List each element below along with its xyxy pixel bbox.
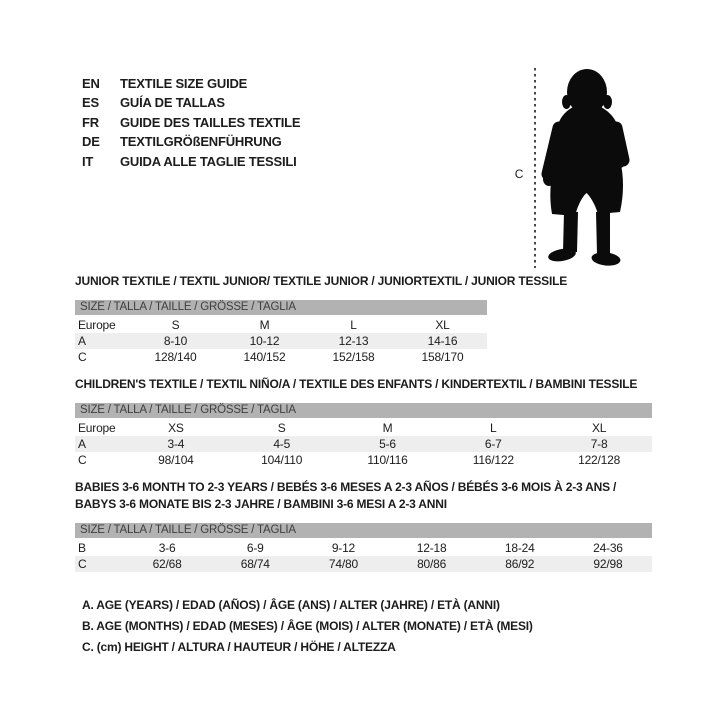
cell-value: 24-36 <box>593 541 623 555</box>
footnote-line: B. AGE (MONTHS) / EDAD (MESES) / ÂGE (MOIS) / ALTER (MONATE) / ETÀ (MESI) <box>82 619 533 633</box>
footnote-line: A. AGE (YEARS) / EDAD (AÑOS) / ÂGE (ANS) / ALTER (JAHRE) / ETÀ (ANNI) <box>82 598 500 612</box>
table-header-bar: SIZE / TALLA / TAILLE / GRÖSSE / TAGLIA <box>75 300 487 315</box>
language-row <box>82 93 300 112</box>
cell-value: S <box>171 318 180 332</box>
language-row <box>82 152 300 171</box>
language-row <box>82 113 300 132</box>
language-code: FR <box>82 114 99 130</box>
language-row <box>82 74 300 93</box>
table-title <box>75 376 652 393</box>
cell-value: S <box>277 421 286 435</box>
cell-value: 158/170 <box>421 350 464 365</box>
language-list <box>82 74 300 171</box>
size-table <box>75 479 652 572</box>
cell-value: 152/158 <box>332 350 375 365</box>
language-label: TEXTILGRÖßENFÜHRUNG <box>120 134 282 150</box>
table-row <box>75 556 652 572</box>
height-measure-line <box>534 68 536 268</box>
footnotes <box>82 595 533 658</box>
height-measure-label: C <box>514 167 524 181</box>
table-row <box>75 317 487 333</box>
cell-value: 12-18 <box>416 541 447 555</box>
row-label: A <box>78 437 86 452</box>
row-label: C <box>78 350 87 365</box>
language-label: GUÍA DE TALLAS <box>120 95 225 111</box>
table-title <box>75 479 652 513</box>
cell-value: 122/128 <box>578 453 621 468</box>
table-title-line: BABIES 3-6 MONTH TO 2-3 YEARS / BEBÉS 3-6 MESES A 2-3 AÑOS / BÉBÉS 3-6 MOIS À 2-3 ANS / <box>75 480 617 494</box>
cell-value: XL <box>591 421 607 435</box>
cell-value: L <box>490 421 497 435</box>
language-code: DE <box>82 134 100 150</box>
cell-value: 6-7 <box>484 437 502 452</box>
cell-value: L <box>350 318 357 332</box>
row-label: Europe <box>78 421 116 435</box>
cell-value: 8-10 <box>163 334 188 349</box>
cell-value: XL <box>435 318 450 332</box>
row-label: B <box>78 541 86 555</box>
cell-value: 110/116 <box>367 453 408 468</box>
table-row <box>75 333 487 349</box>
language-row <box>82 132 300 151</box>
cell-value: 5-6 <box>379 437 396 452</box>
table-row <box>75 452 652 468</box>
cell-value: 62/68 <box>152 557 182 572</box>
cell-value: 116/122 <box>472 453 514 468</box>
language-label: GUIDA ALLE TAGLIE TESSILI <box>120 153 297 169</box>
toddler-silhouette-icon <box>540 62 635 269</box>
language-code: IT <box>82 153 94 169</box>
table-row <box>75 420 652 436</box>
cell-value: 74/80 <box>328 557 358 572</box>
cell-value: 10-12 <box>249 334 280 349</box>
row-label: A <box>78 334 86 349</box>
row-label: Europe <box>78 318 116 332</box>
cell-value: 98/104 <box>158 453 194 468</box>
table-row <box>75 436 652 452</box>
table-header-bar: SIZE / TALLA / TAILLE / GRÖSSE / TAGLIA <box>75 403 652 418</box>
cell-value: 104/110 <box>261 453 303 468</box>
row-label: C <box>78 557 87 572</box>
table-title <box>75 273 568 290</box>
cell-value: 9-12 <box>331 541 356 555</box>
cell-value: M <box>259 318 270 332</box>
table-title-line: BABYS 3-6 MONATE BIS 2-3 JAHRE / BAMBINI 3-6 MESI A 2-3 ANNI <box>75 497 447 511</box>
cell-value: 14-16 <box>427 334 458 349</box>
cell-value: 3-6 <box>158 541 176 555</box>
cell-value: 140/152 <box>243 350 286 365</box>
size-table <box>75 376 652 469</box>
language-code: EN <box>82 76 100 91</box>
cell-value: 12-13 <box>338 334 369 349</box>
cell-value: 18-24 <box>504 541 535 555</box>
table-title-line: JUNIOR TEXTILE / TEXTIL JUNIOR/ TEXTILE JUNIOR / JUNIORTEXTIL / JUNIOR TESSILE <box>75 274 568 288</box>
table-header-bar: SIZE / TALLA / TAILLE / GRÖSSE / TAGLIA <box>75 523 652 538</box>
language-code: ES <box>82 95 99 111</box>
footnote-line: C. (cm) HEIGHT / ALTURA / HAUTEUR / HÖHE / ALTEZZA <box>82 640 396 654</box>
cell-value: XS <box>168 421 184 435</box>
cell-value: 4-5 <box>273 437 291 452</box>
cell-value: 80/86 <box>417 557 447 572</box>
cell-value: 86/92 <box>505 557 535 572</box>
table-title-line: CHILDREN'S TEXTILE / TEXTIL NIÑO/A / TEXTILE DES ENFANTS / KINDERTEXTIL / BAMBINI TESSILE <box>75 377 638 391</box>
table-row <box>75 349 487 365</box>
cell-value: 6-9 <box>246 541 264 555</box>
size-table <box>75 273 568 366</box>
cell-value: 128/140 <box>154 350 197 365</box>
language-label: TEXTILE SIZE GUIDE <box>120 76 248 91</box>
cell-value: 7-8 <box>590 437 608 452</box>
table-row <box>75 540 652 556</box>
row-label: C <box>78 453 87 468</box>
cell-value: M <box>382 421 393 435</box>
language-label: GUIDE DES TAILLES TEXTILE <box>120 114 301 130</box>
cell-value: 3-4 <box>167 437 185 452</box>
cell-value: 92/98 <box>593 557 623 572</box>
cell-value: 68/74 <box>240 557 270 572</box>
